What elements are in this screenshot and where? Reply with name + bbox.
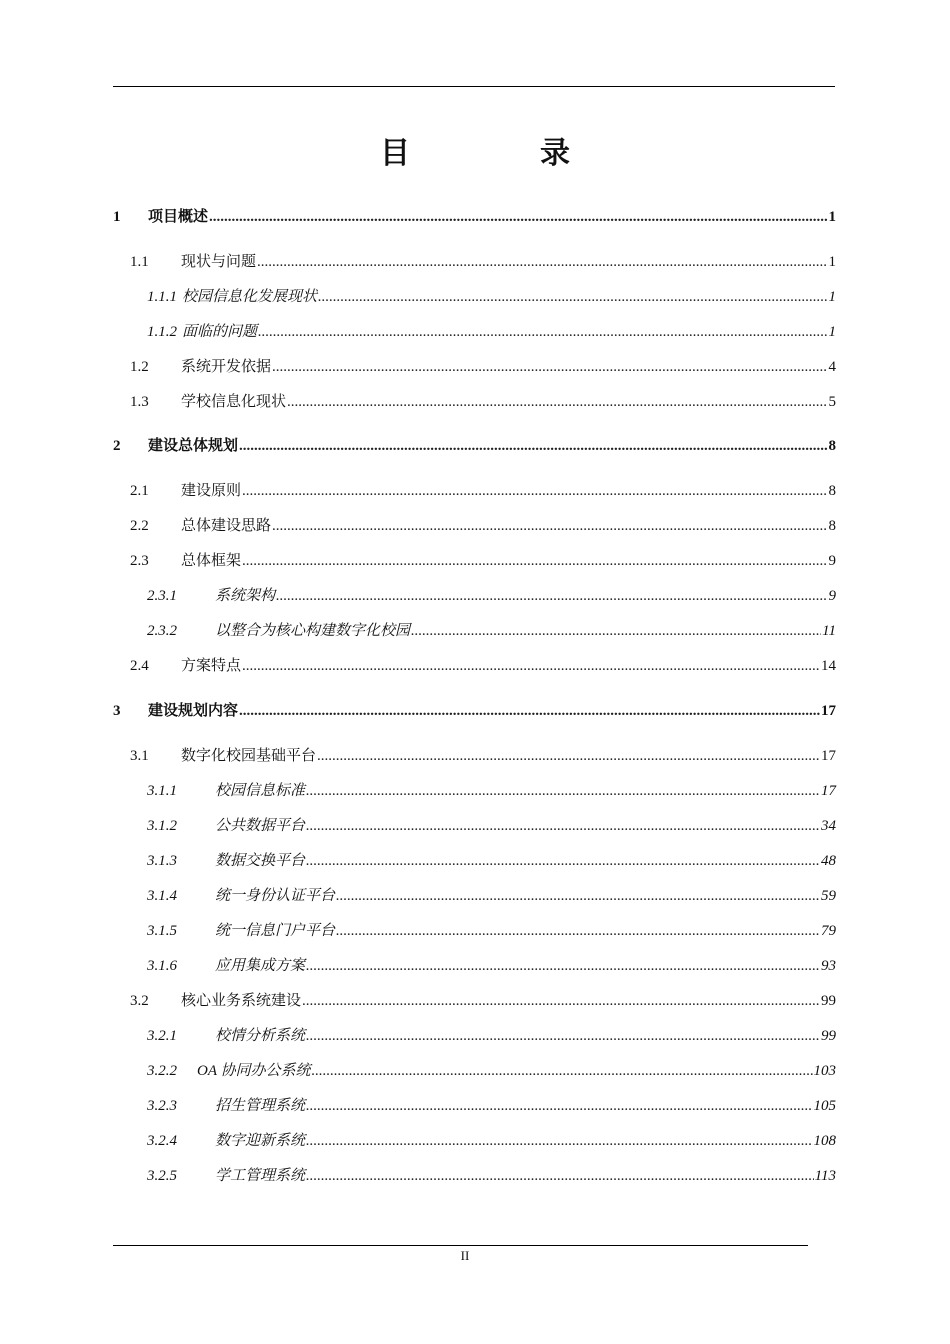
toc-entry[interactable] [113,435,836,457]
toc-entry-number: 2.1 [130,483,149,499]
toc-leader-dots [336,885,820,907]
toc-entry-page: 105 [813,1098,836,1114]
toc-entry[interactable] [113,1130,836,1152]
toc-entry-page: 108 [813,1133,836,1149]
toc-entry-title: 建设原则 [181,483,242,499]
toc-entry[interactable] [113,356,836,378]
toc-entry-title: 核心业务系统建设 [181,993,302,1009]
toc-entry[interactable] [113,480,836,502]
toc-entry-number: 2 [113,438,121,454]
toc-entry-number: 2.4 [130,658,149,674]
toc-entry-page: 8 [828,438,836,454]
toc-leader-dots [306,1025,820,1047]
toc-entry-title: 校园信息化发展现状 [182,289,318,305]
toc-entry[interactable] [113,990,836,1012]
toc-entry-page: 1 [828,289,836,305]
toc-entry-page: 1 [828,324,836,340]
toc-entry-title: 数据交换平台 [215,853,306,869]
toc-entry-title: 校情分析系统 [215,1028,306,1044]
toc-entry-page: 99 [821,1028,836,1044]
toc-entry-page: 34 [821,818,836,834]
toc-entry-number: 1.3 [130,394,149,410]
toc-entry-title: 学工管理系统 [215,1168,306,1184]
toc-entry[interactable] [113,321,836,343]
toc-entry-number: 1.1.2 [147,324,177,340]
toc-entry-page: 8 [828,483,836,499]
toc-entry[interactable] [113,655,836,677]
toc-entry-page: 4 [828,359,836,375]
toc-entry-number: 1.2 [130,359,149,375]
toc-leader-dots [306,780,820,802]
toc-leader-dots [318,286,827,308]
toc-entry-number: 1.1.1 [147,289,177,305]
toc-entry-page: 99 [821,993,836,1009]
toc-leader-dots [276,585,827,607]
toc-entry-page: 1 [828,254,836,270]
toc-entry-number: 3.1.4 [147,888,177,904]
toc-entry-number: 1 [113,209,121,225]
toc-entry-number: 2.2 [130,518,149,534]
toc-entry[interactable] [113,1095,836,1117]
toc-leader-dots [336,920,820,942]
toc-entry-title: 总体框架 [181,553,242,569]
toc-entry-page: 8 [828,518,836,534]
toc-entry[interactable] [113,1060,836,1082]
toc-entry[interactable] [113,620,836,642]
toc-entry-page: 9 [828,588,836,604]
toc-leader-dots [239,435,827,457]
toc-entry-page: 17 [821,748,836,764]
toc-leader-dots [302,990,820,1012]
toc-leader-dots [306,815,820,837]
toc-entry-number: 3.1.5 [147,923,177,939]
toc-entry-number: 3.1.1 [147,783,177,799]
toc-entry-number: 3 [113,703,121,719]
toc-entry-page: 103 [813,1063,836,1079]
toc-leader-dots [239,700,820,722]
toc-leader-dots [317,745,820,767]
toc-entry-title: 总体建设思路 [181,518,272,534]
toc-leader-dots [306,1165,814,1187]
toc-entry-title: 面临的问题 [182,324,258,340]
toc-entry-page: 93 [821,958,836,974]
toc-entry[interactable] [113,955,836,977]
toc-leader-dots [242,480,827,502]
toc-entry-title: 应用集成方案 [215,958,306,974]
toc-entry-number: 3.2.1 [147,1028,177,1044]
toc-entry-number: 3.2.4 [147,1133,177,1149]
toc-entry-title: 数字化校园基础平台 [181,748,317,764]
toc-entry-number: 3.2.2 [147,1063,177,1079]
toc-entry[interactable] [113,700,836,722]
toc-entry-title: 系统架构 [215,588,276,604]
toc-leader-dots [411,620,821,642]
footer-rule [113,1245,808,1246]
toc-entry-page: 11 [822,623,836,639]
toc-entry-title: 学校信息化现状 [181,394,287,410]
toc-leader-dots [242,655,820,677]
toc-entry[interactable] [113,1165,836,1187]
toc-entry-page: 14 [821,658,836,674]
toc-entry[interactable] [113,745,836,767]
toc-leader-dots [306,850,820,872]
toc-entry[interactable] [113,815,836,837]
toc-entry[interactable] [113,286,836,308]
header-rule [113,86,835,87]
toc-entry[interactable] [113,780,836,802]
toc-leader-dots [287,391,827,413]
toc-entry[interactable] [113,251,836,273]
toc-entry-title: 招生管理系统 [215,1098,306,1114]
toc-leader-dots [306,1095,812,1117]
toc-leader-dots [311,1060,812,1082]
toc-leader-dots [272,356,827,378]
toc-entry-page: 9 [828,553,836,569]
toc-entry[interactable] [113,885,836,907]
toc-entry-page: 48 [821,853,836,869]
toc-leader-dots [209,206,827,228]
toc-entry-title: OA 协同办公系统 [197,1063,311,1079]
toc-entry-number: 3.1.6 [147,958,177,974]
toc-entry-title: 统一身份认证平台 [215,888,336,904]
toc-entry[interactable] [113,550,836,572]
toc-entry-page: 17 [821,783,836,799]
toc-entry-number: 3.2 [130,993,149,1009]
toc-entry-title: 系统开发依据 [181,359,272,375]
toc-entry[interactable] [113,1025,836,1047]
toc-entry-page: 79 [821,923,836,939]
toc-entry-number: 2.3.2 [147,623,177,639]
toc-entry-title: 公共数据平台 [215,818,306,834]
toc-entry-title: 现状与问题 [181,254,257,270]
toc-entry-title: 建设规划内容 [148,703,239,719]
toc-entry-title: 统一信息门户平台 [215,923,336,939]
toc-entry-page: 17 [821,703,836,719]
toc-entry-number: 3.2.5 [147,1168,177,1184]
toc-entry-title: 建设总体规划 [148,438,239,454]
toc-leader-dots [272,515,827,537]
toc-entry-number: 3.1 [130,748,149,764]
toc-leader-dots [257,251,827,273]
toc-entry[interactable] [113,391,836,413]
toc-entry-number: 2.3.1 [147,588,177,604]
toc-leader-dots [306,955,820,977]
toc-entry-page: 5 [828,394,836,410]
toc-title: 目 录 [380,136,620,171]
toc-entry-title: 方案特点 [181,658,242,674]
toc-entry-title: 校园信息标准 [215,783,306,799]
toc-entry-page: 113 [814,1168,836,1184]
toc-entry-title: 数字迎新系统 [215,1133,306,1149]
toc-entry-number: 2.3 [130,553,149,569]
toc-entry-title: 以整合为核心构建数字化校园 [215,623,411,639]
toc-entry-number: 3.2.3 [147,1098,177,1114]
toc-entry-page: 59 [821,888,836,904]
toc-entry-number: 1.1 [130,254,149,270]
toc-entry[interactable] [113,206,836,228]
toc-leader-dots [306,1130,812,1152]
toc-entry-number: 3.1.2 [147,818,177,834]
toc-entry-title: 项目概述 [148,209,209,225]
toc-entry[interactable] [113,920,836,942]
page-number: II [460,1248,470,1263]
toc-entry[interactable] [113,515,836,537]
toc-entry[interactable] [113,585,836,607]
toc-entry-number: 3.1.3 [147,853,177,869]
toc-entry[interactable] [113,850,836,872]
toc-leader-dots [242,550,827,572]
toc-entry-page: 1 [828,209,836,225]
toc-leader-dots [258,321,827,343]
